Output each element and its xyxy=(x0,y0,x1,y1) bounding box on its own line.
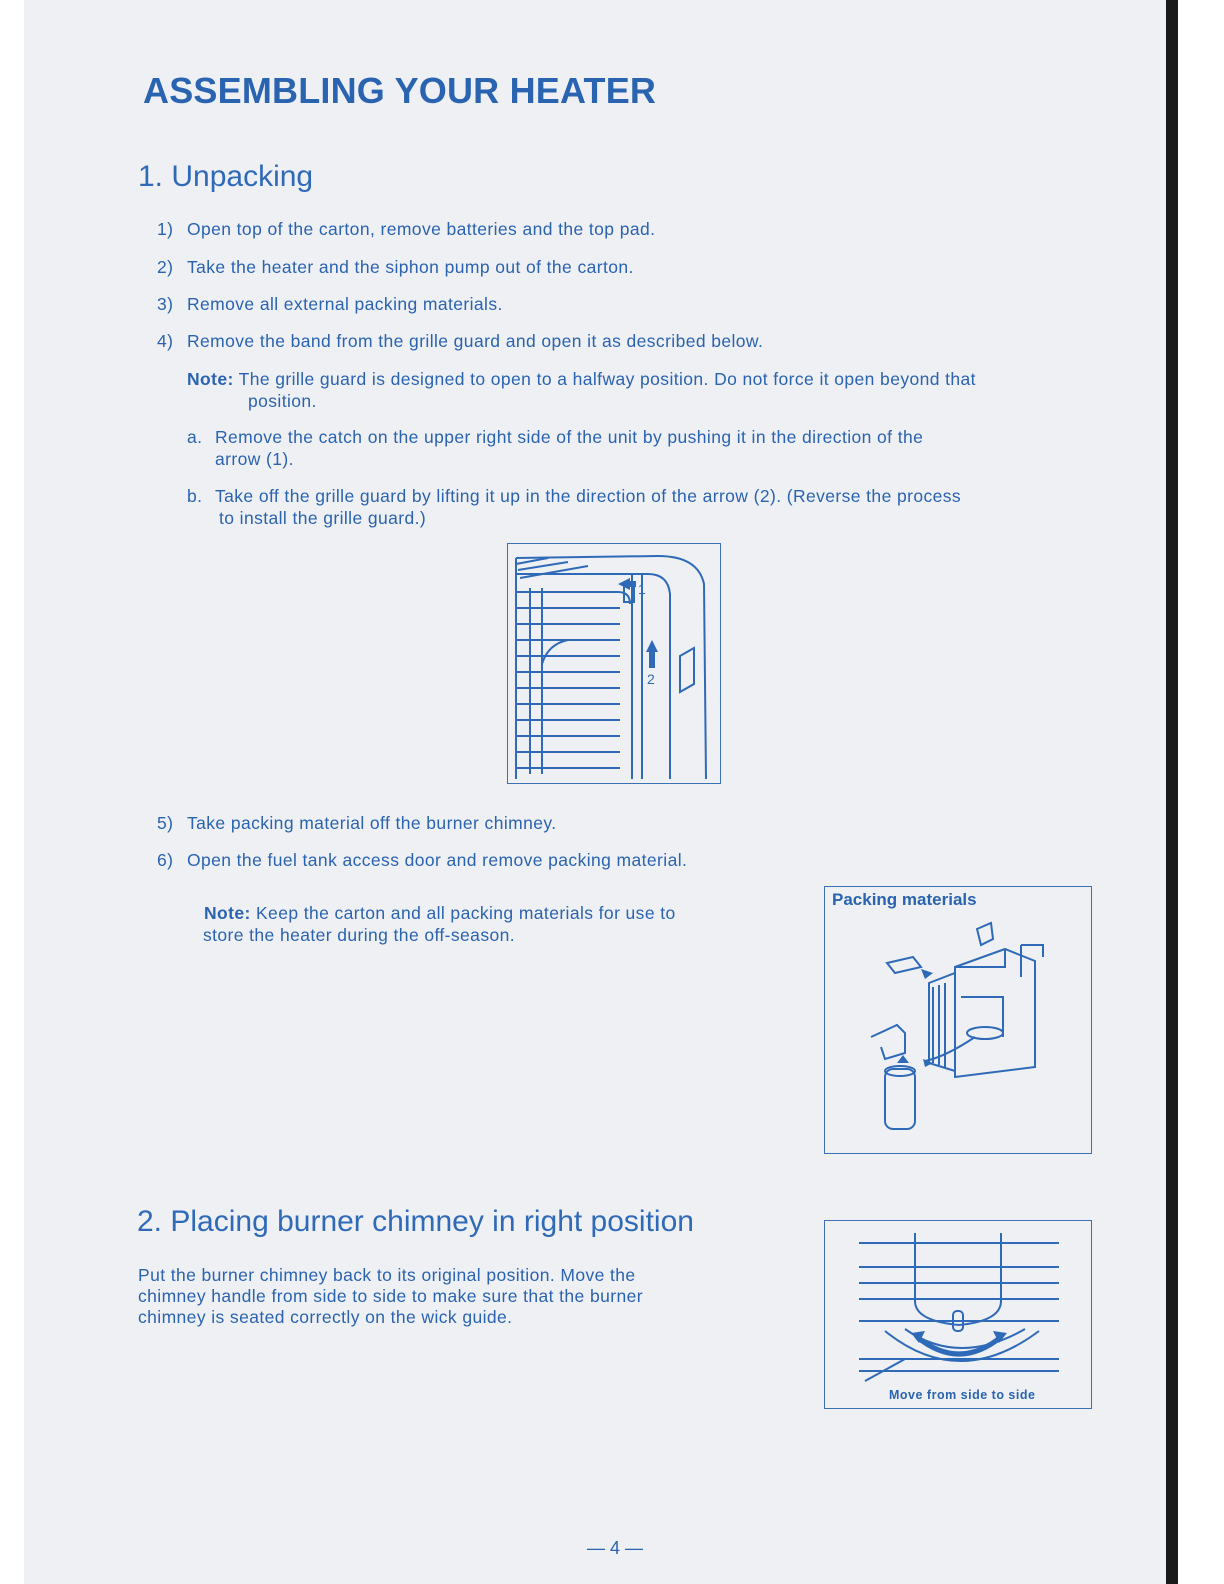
step-text: Open the fuel tank access door and remove packing material. xyxy=(187,850,688,870)
note-grille-guard xyxy=(187,368,1087,390)
step-text: Open top of the carton, remove batteries and the top pad. xyxy=(187,219,656,239)
substep-b xyxy=(187,485,1087,507)
chimney-illustration xyxy=(825,1221,1091,1408)
section-heading-unpacking: 1. Unpacking xyxy=(138,160,314,193)
page-number: — 4 — xyxy=(586,1538,643,1558)
chimney-figure xyxy=(824,1220,1092,1409)
step-number: 3) xyxy=(157,294,174,314)
packing-materials-illustration xyxy=(825,887,1091,1153)
chimney-text-line3: chimney is seated correctly on the wick guide. xyxy=(138,1307,513,1327)
step-text: Remove the band from the grille guard and open it as described below. xyxy=(187,331,764,351)
step-2 xyxy=(157,256,634,278)
note-text-line1: The grille guard is designed to open to a halfway position. Do not force it open beyond that xyxy=(238,369,976,389)
chimney-text-line1: Put the burner chimney back to its original position. Move the xyxy=(138,1265,636,1285)
step-text: Take the heater and the siphon pump out of the carton. xyxy=(187,257,634,277)
note-text-line1: Keep the carton and all packing materials for use to xyxy=(255,903,676,923)
note-keep-carton xyxy=(204,903,676,924)
chimney-figure-caption: Move from side to side xyxy=(889,1388,1036,1402)
grille-guard-illustration xyxy=(508,544,720,783)
arrow-2-label: 2 xyxy=(647,671,655,687)
step-number: 5) xyxy=(157,813,174,833)
step-1 xyxy=(157,218,655,240)
step-4 xyxy=(157,330,763,352)
substep-text-line1: Take off the grille guard by lifting it up in the direction of the arrow (2). (Reverse the process xyxy=(215,486,962,506)
packing-materials-title: Packing materials xyxy=(832,890,977,909)
chimney-text-line2: chimney handle from side to side to make sure that the burner xyxy=(138,1286,643,1306)
substep-b-line2: to install the grille guard.) xyxy=(219,508,427,528)
substep-a-line2: arrow (1). xyxy=(215,449,294,469)
section-heading-chimney: 2. Placing burner chimney in right position xyxy=(137,1205,694,1238)
note-text-line2: position. xyxy=(248,391,317,411)
packing-materials-figure xyxy=(824,886,1092,1154)
step-number: 6) xyxy=(157,850,174,870)
step-number: 1) xyxy=(157,219,174,239)
substep-text-line1: Remove the catch on the upper right side of the unit by pushing it in the direction of the xyxy=(215,427,924,447)
step-5 xyxy=(157,812,556,834)
arrow-1-label: 1 xyxy=(638,581,646,597)
note-label: Note: xyxy=(187,369,234,389)
step-3 xyxy=(157,293,503,315)
substep-label: b. xyxy=(187,486,203,506)
substep-a xyxy=(187,426,1087,448)
step-text: Take packing material off the burner chimney. xyxy=(187,813,557,833)
page-title: ASSEMBLING YOUR HEATER xyxy=(143,70,657,111)
substep-label: a. xyxy=(187,427,203,447)
note-keep-carton-line2: store the heater during the off-season. xyxy=(203,925,515,945)
page-binding-edge xyxy=(1166,0,1178,1584)
step-number: 4) xyxy=(157,331,174,351)
grille-guard-figure xyxy=(507,543,721,784)
step-6 xyxy=(157,849,687,871)
step-number: 2) xyxy=(157,257,174,277)
note-label: Note: xyxy=(204,903,251,923)
step-text: Remove all external packing materials. xyxy=(187,294,503,314)
